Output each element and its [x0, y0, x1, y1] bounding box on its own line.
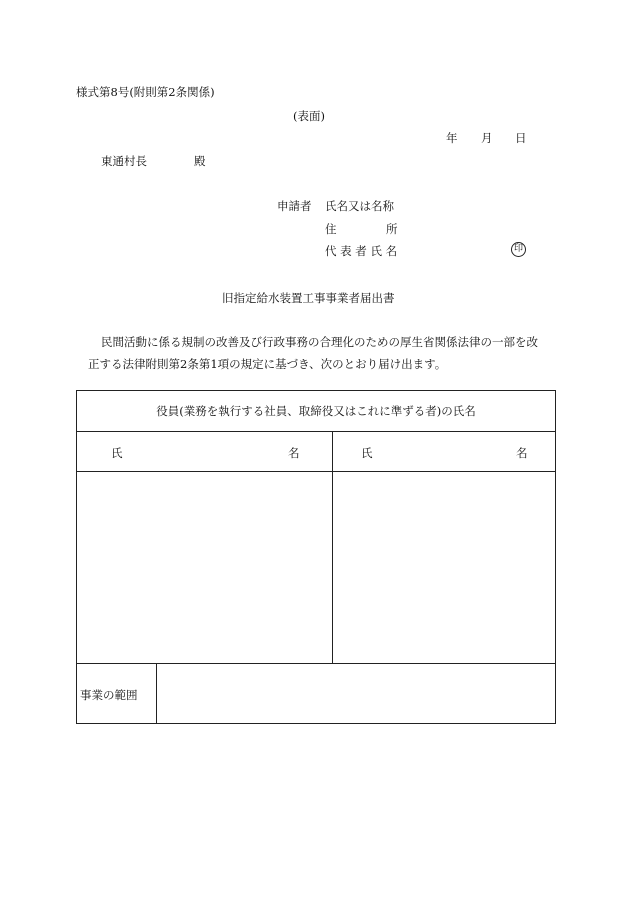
scope-divider	[156, 663, 157, 723]
table-divider-2	[77, 471, 555, 472]
applicant-representative-label: 代 表 者 氏 名	[325, 244, 398, 258]
left-col-shi: 氏	[111, 446, 123, 460]
right-col-mei: 名	[516, 446, 528, 460]
document-title: 旧指定給水装置工事事業者届出書	[222, 291, 395, 305]
recipient-honorific: 殿	[194, 154, 206, 168]
table-divider-1	[77, 431, 555, 432]
body-text-line-1: 民間活動に係る規制の改善及び行政事務の合理化のための厚生省関係法律の一部を改	[101, 335, 538, 349]
business-scope-label: 事業の範囲	[80, 688, 138, 702]
right-name-area[interactable]	[335, 473, 553, 661]
applicant-address-label-1: 住	[325, 222, 337, 236]
applicant-label: 申請者	[277, 199, 312, 213]
left-name-area[interactable]	[78, 473, 330, 661]
column-divider	[332, 431, 333, 663]
body-text-line-2: 正する法律附則第2条第1項の規定に基づき、次のとおり届け出ます。	[88, 357, 447, 371]
applicant-name-label: 氏名又は名称	[325, 199, 394, 213]
business-scope-field[interactable]	[159, 665, 553, 721]
form-number: 様式第8号(附則第2条関係)	[76, 85, 215, 99]
date-year: 年	[446, 131, 458, 145]
recipient-name: 東通村長	[101, 154, 147, 168]
officers-table	[76, 390, 556, 724]
side-label: (表面)	[293, 109, 325, 123]
table-header: 役員(業務を執行する社員、取締役又はこれに準ずる者)の氏名	[156, 404, 476, 418]
left-col-mei: 名	[288, 446, 300, 460]
right-col-shi: 氏	[361, 446, 373, 460]
date-day: 日	[515, 131, 527, 145]
seal-mark: 印	[511, 242, 526, 257]
applicant-address-label-2: 所	[386, 222, 398, 236]
table-divider-3	[77, 663, 555, 664]
date-month: 月	[481, 131, 493, 145]
